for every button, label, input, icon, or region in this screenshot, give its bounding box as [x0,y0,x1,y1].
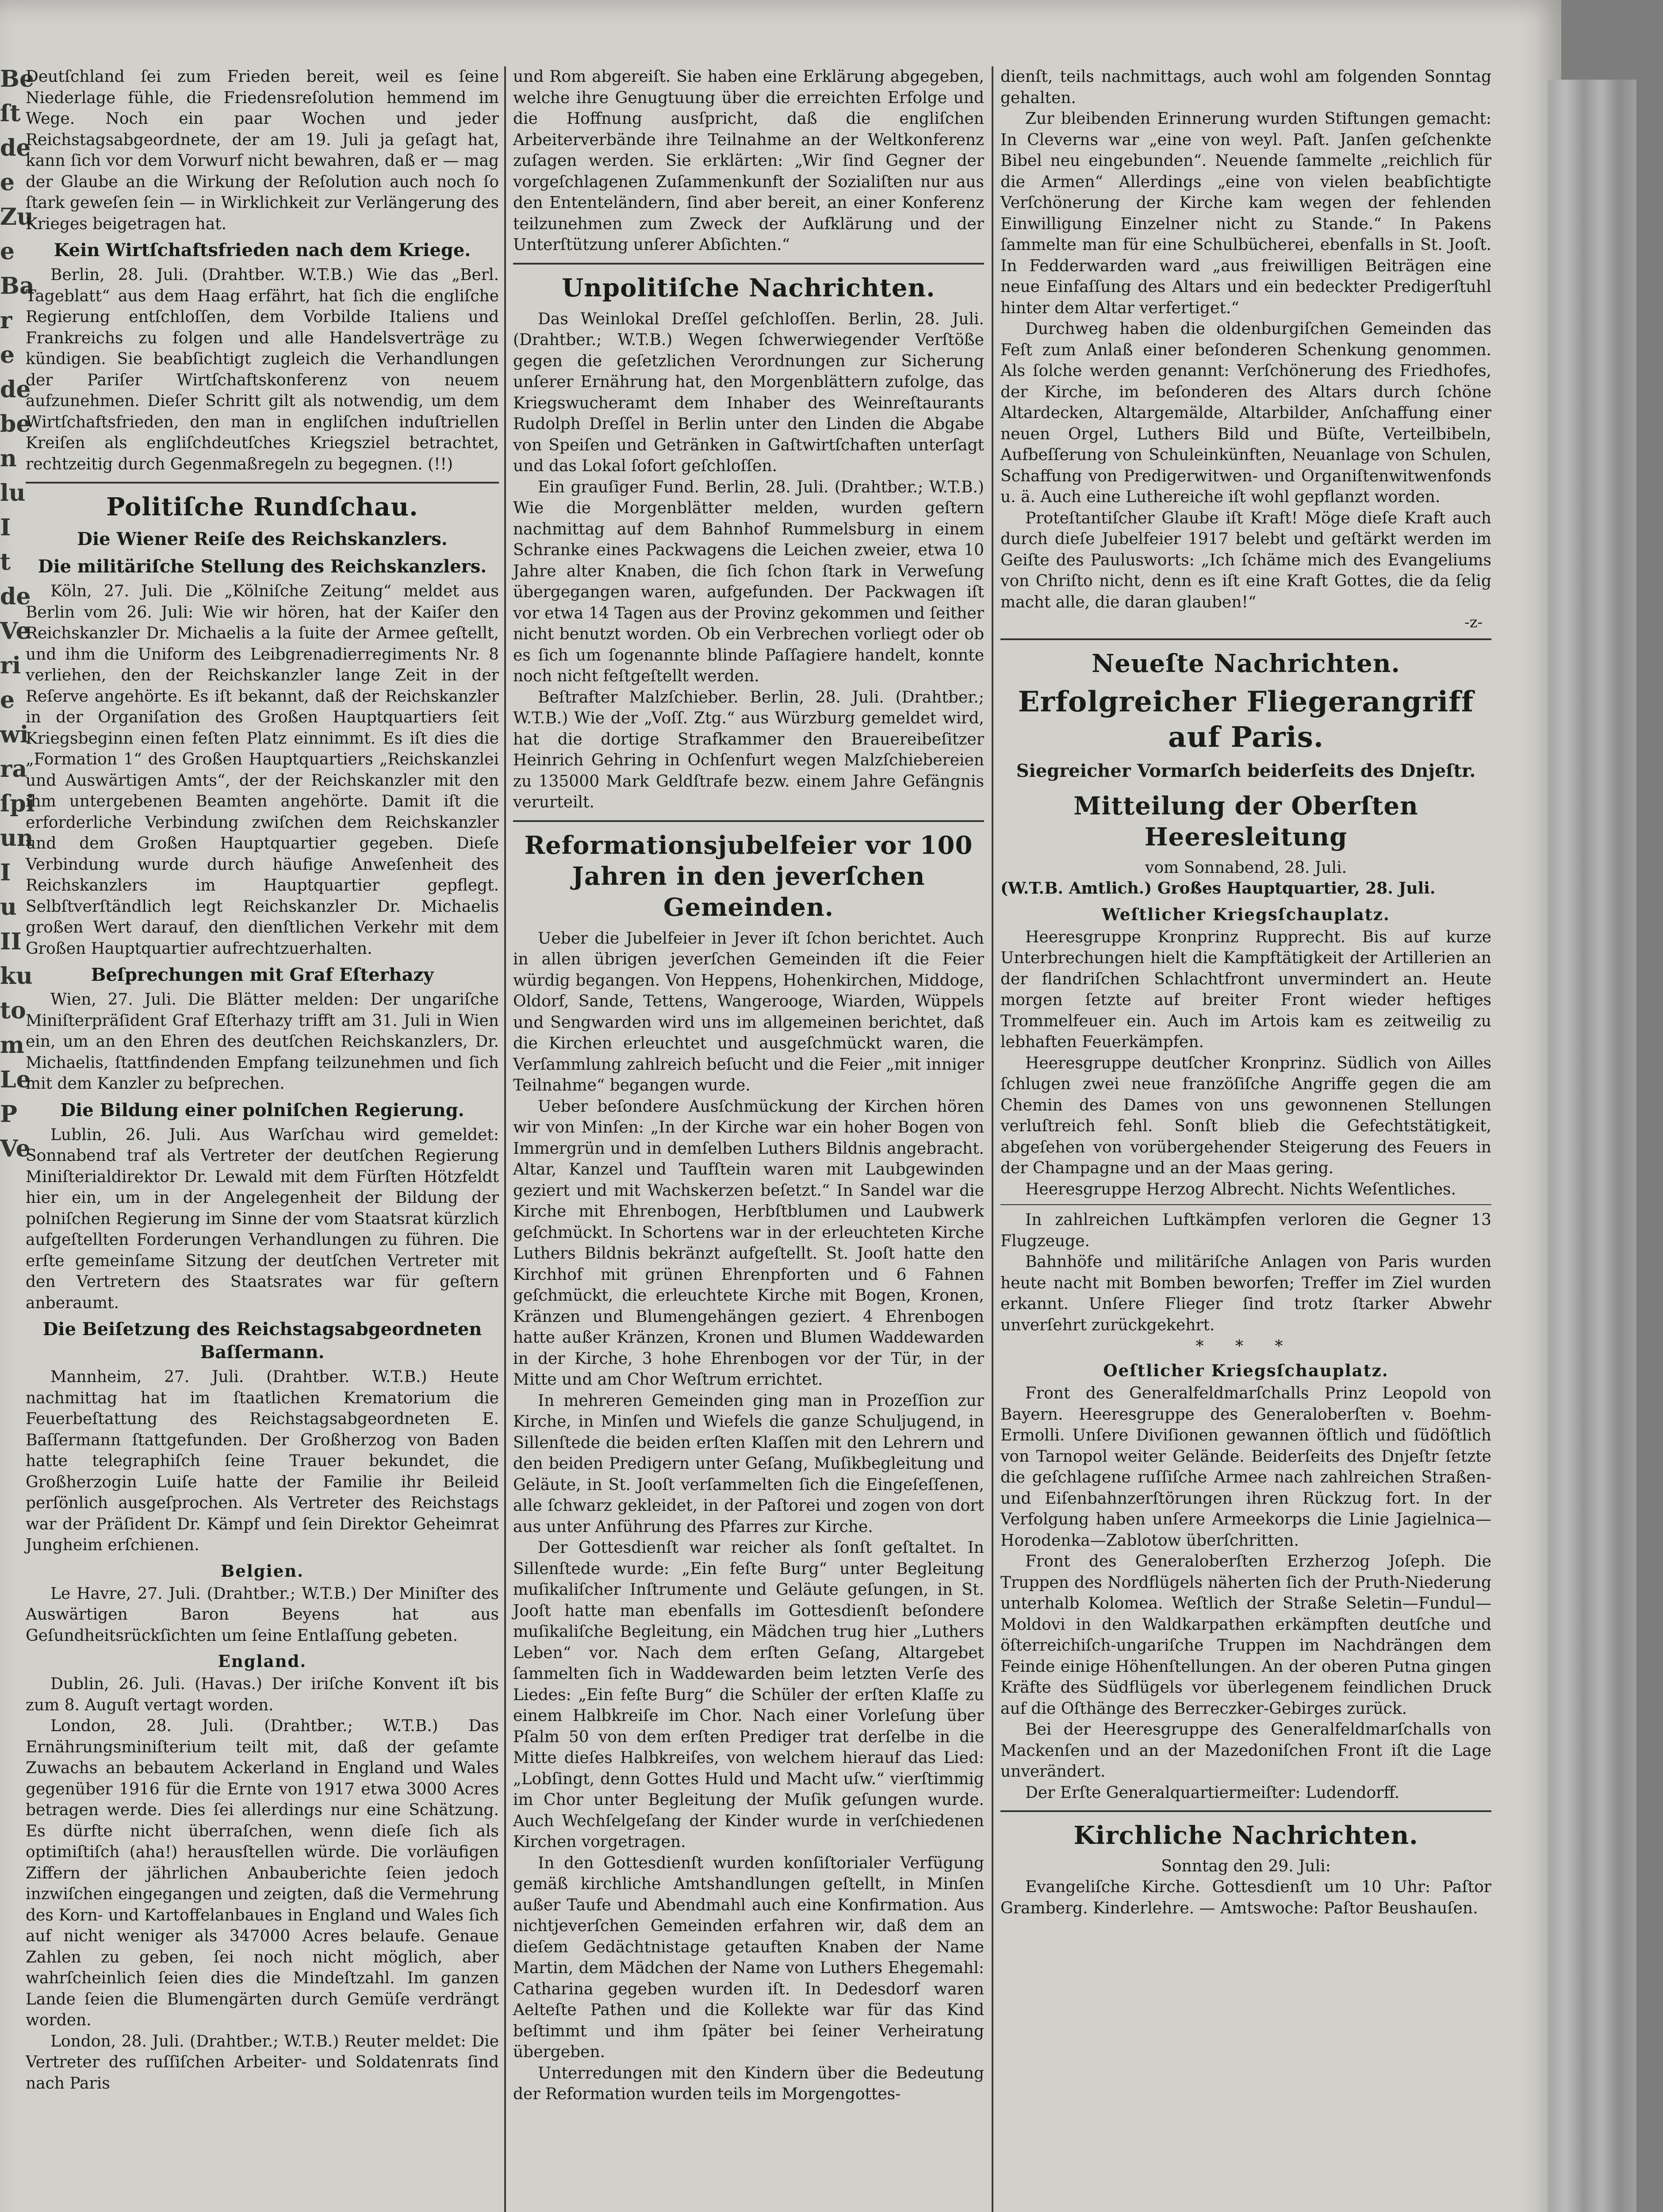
fragment-line: e [0,687,15,714]
fragment-line: ſpi [0,790,35,817]
fragment-line: de [0,134,31,161]
subheadline-vormarsch: Siegreicher Vormarſch beiderſeits des Dnjeſtr. [1016,760,1476,781]
church-date: Sonntag den 29. Juli: [1161,1857,1331,1875]
report-paragraph: Heeresgruppe Kronprinz Rupprecht. Bis auf kurze Unterbrechungen hielt die Kampftätigkeit der Artillerien an der flandriſchen Schlachtfront unvermindert an. Heute morgen ſetzte auf breiter Front wieder heftiges Trommelfeuer ein. Auch im Artois kam es zeitweilig zu lebhaften Feuerkämpfen. [1000,928,1491,1051]
report-paragraph: Bei der Heeresgruppe des Generalfeldmarſchalls von Mackenſen und an der Mazedoniſchen Front iſt die Lage unverändert. [1000,1720,1491,1781]
fragment-line: m [0,1032,25,1059]
fragment-line: ra [0,756,27,783]
section-title-reformationsjubelfeier: Reformationsjubelfeier vor 100 Jahren in den jeverſchen Gemeinden. [524,830,973,922]
column-3 [1000,66,1491,2212]
heading-westlicher-kriegsschauplatz: Weſtlicher Kriegsſchauplatz. [1102,904,1390,924]
fragment-line: Be [0,65,34,92]
column-rule [992,66,993,2212]
article-reformation-paragraph: In mehreren Gemeinden ging man in Prozeſſion zur Kirche, in Minſen und Wiefels die ganze Schuljugend, in Sillenſtede die beiden erſten Klaſſen mit den Lehrern und den beiden Predigern unter Geſang, Muſikbegleitung und Geläute, in St. Jooſt verſammelten ſich die Eingeſeſſenen, alle ſchwarz gekleidet, in der Paſtorei und zogen von dort aus unter Anführung des Pfarres zur Kirche. [513,1391,984,1536]
article-weinlokal-dressel: Das Weinlokal Dreſſel geſchloſſen. Berlin, 28. Juli. (Drahtber.; W.T.B.) Wegen ſchwerwiegender Verſtöße gegen die geſetzlichen Verordnungen zur Sicherung unſerer Ernährung hat, den Morgenblättern zufolge, das Kriegswucheramt dem Inhaber des Weinreſtaurants Rudolph Dreſſel in Berlin unter den Linden die Abgabe von Speiſen und Getränken in Gaſtwirtſchaften unterſagt und das Lokal ſofort geſchloſſen. [513,310,984,475]
fragment-line: be [0,411,31,438]
headline-bassermann: Die Beiſetzung des Reichstagsabgeordneten Baſſermann. [42,1319,482,1363]
report-paragraph: In zahlreichen Luftkämpfen verloren die Gegner 13 Flugzeuge. [1000,1211,1491,1250]
report-date: vom Sonnabend, 28. Juli. [1145,859,1347,877]
section-title-kirchliche-nachrichten: Kirchliche Nachrichten. [1073,1821,1418,1850]
headline-wirtschaftsfrieden: Kein Wirtſchaftsfrieden nach dem Kriege. [54,240,471,261]
article-continuation: dienſt, teils nachmittags, auch wohl am folgenden Sonntag gehalten. [1000,68,1491,107]
headline-esterhazy: Beſprechungen mit Graf Eſterhazy [91,964,434,985]
article-dublin: Dublin, 26. Juli. (Havas.) Der iriſche Konvent iſt bis zum 8. Auguſt vertagt worden. [26,1675,499,1714]
section-divider [1000,1204,1491,1205]
column-2 [513,66,984,2212]
fragment-line: de [0,583,31,610]
fragment-line: r [0,307,12,334]
headline-heeresleitung: Mitteilung der Oberſten Heeresleitung [1073,791,1418,852]
article-london-ernte: London, 28. Juli. (Drahtber.; W.T.B.) Das Ernährungsminiſterium teilt mit, daß der geſamte Zuwachs an bebautem Ackerland in England und Wales gegenüber 1916 für die Ernte von 1917 etwa 3000 Acres betragen werde. Dies ſei allerdings nur eine Schätzung. Es dürfte nicht überraſchen, wenn dieſe ſich als optimiſtiſch (aha!) herausſtellen würde. Die vorläufigen Ziffern der jährlichen Anbauberichte ſeien jedoch inzwiſchen eingegangen und zeigten, daß die Vermehrung des Korn- und Kartoffelanbaues in England und Wales ſich auf nicht weniger als 347000 Acres belaufe. Genaue Zahlen zu geben, ſei noch nicht möglich, aber wahrſcheinlich ſeien dies die Mindeſtzahl. Im ganzen Lande ſeien die Blumengärten durch Gemüſe verdrängt worden. [26,1717,499,2029]
article-london-reuter: London, 28. Juli. (Drahtber.; W.T.B.) Reuter meldet: Die Vertreter des ruſſiſchen Arbeiter- und Soldatenrats ſind nach Paris [26,2032,499,2093]
author-signature: -z- [1464,614,1483,631]
section-title-politische-rundschau: Politiſche Rundſchau. [106,492,418,522]
report-dateline: (W.T.B. Amtlich.) Großes Hauptquartier, 28. Juli. [1000,879,1436,898]
page-edge-strip [1548,80,1636,2212]
fragment-line: u [0,894,17,921]
fragment-line: e [0,342,15,369]
article-continuation: und Rom abgereiſt. Sie haben eine Erklärung abgegeben, welche ihre Genugtuung über die erreichten Erfolge und die Hoffnung ausſpricht, daß die engliſchen Arbeiterverbände ihre Teilnahme an der Weltkonferenz zuſagen werden. Sie erklärten: „Wir ſind Gegner der vorgeſchlagenen Zuſammenkunft der Sozialiſten nur aus den Ententeländern, ſind aber bereit, an einer Konferenz teilzunehmen zum Zweck der Aufklärung und der Unterſtützung unſerer Abſichten.“ [513,68,984,254]
article-reformation-paragraph: Proteſtantiſcher Glaube iſt Kraft! Möge dieſe Kraft auch durch dieſe Jubelfeier 1917 belebt und geſtärkt werden im Geiſte des Paulusworts: „Ich ſchäme mich des Evangeliums von Chriſto nicht, denn es iſt eine Kraft Gottes, die da ſelig macht alle, die daran glauben!“ [1000,509,1491,611]
fragment-line: de [0,376,31,403]
article-esterhazy: Wien, 27. Juli. Die Blätter melden: Der ungariſche Miniſterpräſident Graf Eſterhazy trifft am 31. Juli in Wien ein, um an den Ehren des deutſchen Reichskanzlers, Dr. Michaelis, ſtattfindenden Empfang teilzunehmen und ſich mit dem Kanzler zu beſprechen. [26,991,499,1093]
report-paragraph: Heeresgruppe deutſcher Kronprinz. Südlich von Ailles ſchlugen zwei neue franzöſiſche Angriffe gegen die am Chemin des Dames von uns gewonnenen Stellungen verluſtreich fehl. Sonſt blieb die Gefechtstätigkeit, abgeſehen von vorübergehender Steigerung des Feuers in der Champagne und an der Maas gering. [1000,1054,1491,1177]
section-title-neueste-nachrichten: Neueſte Nachrichten. [1092,649,1400,678]
fragment-line: to [0,997,26,1024]
article-reformation-paragraph: Unterredungen mit den Kindern über die Bedeutung der Reformation wurden teils im Morgengottes- [513,2064,984,2103]
article-bassermann: Mannheim, 27. Juli. (Drahtber. W.T.B.) Heute nachmittag hat im ſtaatlichen Krematorium die Feuerbeſtattung des Reichstagsabgeordneten E. Baſſermann ſtattgefunden. Der Großherzog von Baden hatte telegraphiſch ſeine Trauer bekundet, die Großherzogin Luiſe hatte der Familie ihr Beileid perſönlich ausgeſprochen. Als Vertreter des Reichstags war der Präſident Dr. Kämpf und ſein Direktor Geheimrat Jungheim erſchienen. [26,1368,499,1554]
fragment-line: Zu [0,204,34,230]
report-paragraph: Front des Generaloberſten Erzherzog Joſeph. Die Truppen des Nordflügels näherten ſich der Pruth-Niederung unterhalb Kolomea. Weſtlich der Straße Seletin—Fundul—Moldovi in den Waldkarpathen erkämpften deutſche und öſterreichiſch-ungariſche Truppen im Nachdrängen dem Feinde einige Höhenſtellungen. An der oberen Putna gingen Kräfte des Südflügels vor überlegenem feindlichen Druck auf die Oſthänge des Berreczker-Gebirges zurück. [1000,1552,1491,1718]
fragment-line: II [0,928,22,955]
church-notice: Evangeliſche Kirche. Gottesdienſt um 10 Uhr: Paſtor Gramberg. Kinderlehre. — Amtswoche: Paſtor Beushauſen. [1000,1878,1491,1917]
article-reformation-paragraph: Durchweg haben die oldenburgiſchen Gemeinden das Feſt zum Anlaß einer beſonderen Schenkung genommen. Als ſolche werden genannt: Verſchönerung des Friedhofes, der Kirche, im beſonderen des Altars durch ſchöne Altardecken, Altargemälde, Altarbilder, Anſchaffung einer neuen Orgel, Luthers Bild und Büſte, Verteilbibeln, Aufbeſſerung von Schuleinkünften, Neuanlage von Schulen, Schaffung von Predigerwitwen- und Organiſtenwitwenfonds u. ä. Auch eine Luthereiche iſt wohl gepflanzt worden. [1000,320,1491,506]
fragment-line: e [0,169,15,196]
separator-stars: * * * [1196,1337,1296,1356]
section-divider [26,482,499,484]
article-reformation-paragraph: Zur bleibenden Erinnerung wurden Stiftungen gemacht: In Cleverns war „eine von weyl. Paſt. Janſen geſchenkte Bibel neu eingebunden“. Neuende ſammelte „reichlich für die Armen“ Allerdings „eine von vielen beabſichtigte Verſchönerung der Kirche kam wegen der fehlenden Einwilligung Einzelner nicht zu Stande.“ In Pakens ſammelte man für eine Schulbücherei, ebenfalls in St. Jooſt. In Fedderwarden ward „aus freiwilligen Beiträgen eine neue Einfaſſung des Altars und ein bedeckter Predigerſtuhl hinter dem Altar verfertiget.“ [1000,110,1491,317]
fragment-line: P [0,1101,18,1128]
fragment-line: Ba [0,273,34,300]
adjacent-page-fragment [0,62,35,2212]
article-reformation-paragraph: Ueber die Jubelfeier in Jever iſt ſchon berichtet. Auch in allen übrigen jeverſchen Gemeinden iſt die Feier würdig begangen. Von Heppens, Hohenkirchen, Middoge, Oldorf, Sande, Tettens, Wangerooge, Wiarden, Wüppels und Sengwarden wird uns im allgemeinen berichtet, daß die Kirchen erleuchtet und ausgeſchmückt waren, die Verſammlung zahlreich beſucht und die Feier „mit inniger Teilnahme“ begangen wurde. [513,929,984,1094]
report-paragraph: Bahnhöfe und militäriſche Anlagen von Paris wurden heute nacht mit Bomben beworfen; Treffer im Ziel wurden erkannt. Unſere Flieger ſind trotz ſtarker Abwehr unverſehrt zurückgekehrt. [1000,1253,1491,1334]
country-heading-england: England. [218,1651,307,1671]
fragment-line: un [0,825,34,852]
fragment-line: I [0,859,11,886]
fragment-line: e [0,238,15,265]
fragment-line: ku [0,963,33,990]
heading-oestlicher-kriegsschauplatz: Oeſtlicher Kriegsſchauplatz. [1103,1361,1389,1380]
section-divider [513,263,984,265]
article-malzschieber: Beſtrafter Malzſchieber. Berlin, 28. Juli. (Drahtber.; W.T.B.) Wie der „Voſſ. Ztg.“ aus Würzburg gemeldet wird, hat die dortige Strafkammer den Brauereibeſitzer Heinrich Gehring in Ochſenfurt wegen Malzſchiebereien zu 135000 Mark Geldſtrafe bezw. einem Jahre Gefängnis verurteilt. [513,688,984,811]
section-divider [1000,1810,1491,1812]
fragment-line: ri [0,652,21,679]
section-divider [513,820,984,822]
headline-militaerische-stellung: Die militäriſche Stellung des Reichskanzlers. [38,556,487,577]
fragment-line: wi [0,721,29,748]
article-belgien: Le Havre, 27. Juli. (Drahtber.; W.T.B.) Der Miniſter des Auswärtigen Baron Beyens hat aus Geſundheitsrückſichten um ſeine Entlaſſung gebeten. [26,1584,499,1645]
fragment-line: Ve [0,618,31,645]
article-reformation-paragraph: In den Gottesdienſt wurden konſiſtorialer Verfügung gemäß kirchliche Amtshandlungen geſtellt, in Minſen außer Taufe und Abendmahl auch eine Konfirmation. Aus nichtjeverſchen Gemeinden erfahren wir, daß dem an dieſem Gedächtnistage getauften Knaben der Name Martin, dem Mädchen der Name von Luthers Ehegemahl: Catharina gegeben wurden iſt. In Dedesdorf waren Aelteſte Pathen und die Kollekte war für das Kind beſtimmt und ihm ſpäter bei ſeiner Verheiratung übergeben. [513,1854,984,2061]
article-polnische-regierung: Lublin, 26. Juli. Aus Warſchau wird gemeldet: Sonnabend traf als Vertreter der deutſchen Regierung Miniſterialdirektor Dr. Lewald mit dem Fürſten Hötzfeldt hier ein, um in der Angelegenheit der Bildung der polniſchen Regierung im Sinne der vom Staatsrat kürzlich aufgeſtellten Forderungen Verhandlungen zu führen. Die erſte gemeinſame Sitzung der deutſchen Vertreter mit den Vertretern des Staatsrates war für geſtern anberaumt. [26,1125,499,1312]
fragment-line: lu [0,480,26,507]
fragment-line: I [0,514,11,541]
fragment-line: Ve [0,1135,31,1162]
fragment-line: n [0,445,17,472]
report-paragraph: Front des Generalfeldmarſchalls Prinz Leopold von Bayern. Heeresgruppe des Generaloberſten v. Boehm-Ermolli. Unſere Diviſionen gewannen öſtlich und ſüdöſtlich von Tarnopol weiter Gelände. Beiderſeits des Dnjeſtr ſetzte die geſchlagene ruſſiſche Armee nach zahlreichen Straßen- und Eiſenbahnzerſtörungen ihren Rückzug fort. In der Verfolgung haben unſere Armeekorps die Linie Jagielnica—Horodenka—Zablotow überſchritten. [1000,1384,1491,1550]
fragment-line: ſt [0,100,21,127]
report-signature: Der Erſte Generalquartiermeiſter: Ludendorff. [1025,1783,1400,1802]
headline-fliegerangriff: Erfolgreicher Fliegerangriff auf Paris. [1018,685,1474,754]
section-title-unpolitische-nachrichten: Unpolitiſche Nachrichten. [562,273,935,303]
article-continuation: Deutſchland ſei zum Frieden bereit, weil es ſeine Niederlage fühle, die Friedensreſolution hemmend im Wege. Noch ein paar Wochen und jeder Reichstagsabgeordnete, der am 19. Juli ja geſagt hat, kann ſich vor dem Vorwurf nicht bewahren, daß er — mag der Glaube an die Wirkung der Reſolution auch noch ſo ſtark geweſen ſein — in Wirklichkeit zur Verlängerung des Krieges beigetragen hat. [26,68,499,233]
headline-polnische-regierung: Die Bildung einer polniſchen Regierung. [60,1099,464,1121]
column-1 [26,66,499,2212]
article-reformation-paragraph: Der Gottesdienſt war reicher als ſonſt geſtaltet. In Sillenſtede wurde: „Ein feſte Burg“ unter Begleitung muſikaliſcher Inſtrumente und Geläute geſungen, in St. Jooſt hatte man ebenfalls im Gottesdienſt beſondere muſikaliſche Begleitung, ein Mädchen trug hier „Luthers Leben“ vor. Nach dem erſten Geſang, Altargebet ſammelten ſich in Waddewarden beim letzten Verſe des Liedes: „Ein feſte Burg“ die Schüler der erſten Klaſſe zu einem Halbkreiſe im Chor. Nach einer Vorleſung über Pſalm 50 von dem erſten Prediger trat derſelbe in die Mitte dieſes Halbkreiſes, von welchem hierauf das Lied: „Lobſingt, denn Gottes Huld und Macht uſw.“ vierſtimmig im Chor unter Begleitung der Muſik geſungen wurde. Auch Wechſelgeſang der Kinder wurde in verſchiedenen Kirchen vorgetragen. [513,1539,984,1851]
column-rule [504,66,506,2212]
report-paragraph: Heeresgruppe Herzog Albrecht. Nichts Weſentliches. [1025,1180,1456,1198]
article-grausiger-fund: Ein grauſiger Fund. Berlin, 28. Juli. (Drahtber.; W.T.B.) Wie die Morgenblätter melden, wurden geſtern nachmittag auf dem Bahnhof Rummelsburg in einem Schranke eines Packwagens die Leichen zweier, etwa 10 Jahre alter Knaben, die ſich ſchon ſtark in Verweſung übergegangen waren, aufgefunden. Der Packwagen iſt vor etwa 14 Tagen aus der Provinz gekommen und ſeither nicht benutzt worden. Ob ein Verbrechen vorliegt oder ob es ſich um ſogenannte blinde Paſſagiere handelt, konnte noch nicht feſtgeſtellt werden. [513,478,984,685]
fragment-line: Le [0,1066,31,1093]
headline-wiener-reise: Die Wiener Reiſe des Reichskanzlers. [77,529,448,549]
article-wirtschaftsfrieden: Berlin, 28. Juli. (Drahtber. W.T.B.) Wie das „Berl. Tageblatt“ aus dem Haag erfährt, hat ſich die engliſche Regierung entſchloſſen, dem Vorbilde Italiens und Frankreichs zu folgen und alle Handelsverträge zu kündigen. Sie beabſichtigt zugleich die Verhandlungen der Pariſer Wirtſchaftskonferenz von neuem aufzunehmen. Dieſer Schritt gilt als notwendig, um dem Wirtſchaftsfrieden, den man in engliſchen induſtriellen Kreiſen als engliſchdeutſches Kriegsziel betrachtet, rechtzeitig durch Gegenmaßregeln zu begegnen. (!!) [26,266,499,473]
fragment-line: t [0,549,11,576]
section-divider [1000,638,1491,640]
article-reformation-paragraph: Ueber beſondere Ausſchmückung der Kirchen hören wir von Minſen: „In der Kirche war ein hoher Bogen von Immergrün und in demſelben Luthers Bildnis angebracht. Altar, Kanzel und Taufſtein waren mit Laubgewinden geziert und mit Wachskerzen beſetzt.“ In Sandel war die Kirche mit Ehrenbogen, Herbſtblumen und Laubwerk geſchmückt. In Schortens war in der erleuchteten Kirche Luthers Bildnis bekränzt aufgeſtellt. St. Jooſt hatte den Kirchhof mit grünen Ehrenpforten und 6 Fahnen geſchmückt, die erleuchtete Kirche mit Bogen, Kronen, Kränzen und Blumengehängen geziert. 4 Ehrenbogen hatte außer Kränzen, Kronen und Blumen Waddewarden in der Kirche, 3 hohe Ehrenbogen vor der Tür, in der Mitte und am Chor Weſtrum errichtet. [513,1097,984,1389]
article-militaerische-stellung: Köln, 27. Juli. Die „Kölniſche Zeitung“ meldet aus Berlin vom 26. Juli: Wie wir hören, hat der Kaiſer den Reichskanzler Dr. Michaelis a la ſuite der Armee geſtellt, und ihm die Uniform des Leibgrenadierregiments Nr. 8 verliehen, den der Reichskanzler lange Zeit in der Reſerve angehörte. Es iſt bekannt, daß der Reichskanzler in der Organiſation des Großen Hauptquartiers ſeit Kriegsbeginn einen feſten Platz einnimmt. Es iſt dies die „Formation 1“ des Großen Hauptquartiers „Reichskanzlei und Auswärtigen Amts“, der der Reichskanzler mit den ihm untergebenen Beamten angehörte. Damit iſt die erforderliche Verbindung zwiſchen dem Reichskanzler und dem Großen Hauptquartier gegeben. Dieſe Verbindung wurde durch häufige Anweſenheit des Reichskanzlers im Hauptquartier gepflegt. Selbſtverſtändlich legt Reichskanzler Dr. Michaelis großen Wert darauf, den dienſtlichen Verkehr mit dem Großen Hauptquartier aufrechtzuerhalten. [26,582,499,958]
country-heading-belgien: Belgien. [220,1561,304,1581]
